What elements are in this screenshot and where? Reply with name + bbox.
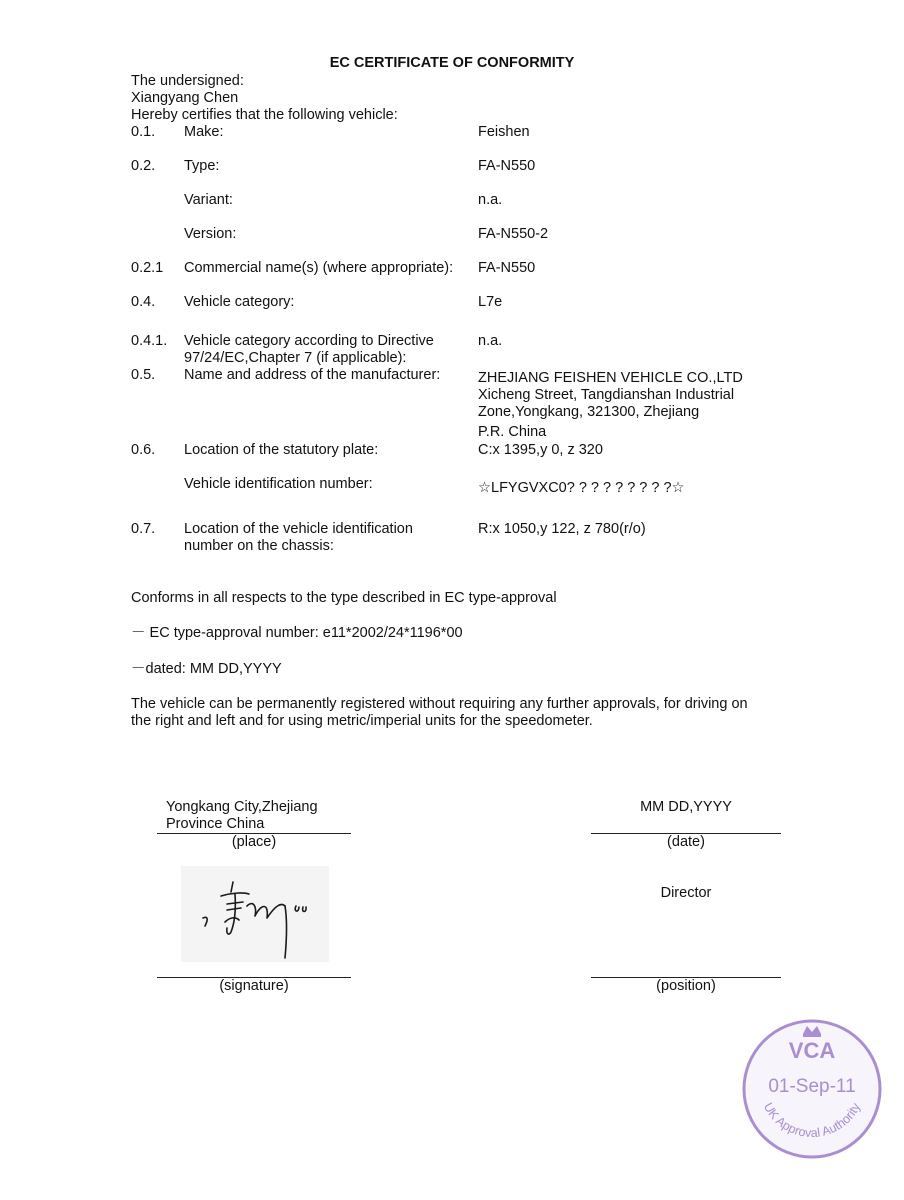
item-label-category-directive-line1: Vehicle category according to Directive xyxy=(184,333,434,349)
item-value-plate-location: C:x 1395,y 0, z 320 xyxy=(478,442,603,458)
item-value-variant: n.a. xyxy=(478,192,503,208)
registration-statement-line1: The vehicle can be permanently registered without requiring any further approvals, for driving on xyxy=(131,696,748,712)
item-value-commercial: FA-N550 xyxy=(478,260,536,276)
item-label-vin-location-line1: Location of the vehicle identification xyxy=(184,521,413,537)
item-label-category: Vehicle category: xyxy=(184,294,295,310)
intro-signatory-name: Xiangyang Chen xyxy=(131,90,239,106)
item-label-make: Make: xyxy=(184,124,224,140)
item-label-vin-location-line2: number on the chassis: xyxy=(184,538,334,554)
item-number-type: 0.2. xyxy=(131,158,156,174)
type-approval-number: － EC type-approval number: e11*2002/24*1196*00 xyxy=(131,625,463,641)
manufacturer-address-line1: Xicheng Street, Tangdianshan Industrial xyxy=(478,387,735,403)
position-value: Director xyxy=(660,885,712,901)
item-value-category-directive: n.a. xyxy=(478,333,503,349)
manufacturer-address-line2: Zone,Yongkang, 321300, Zhejiang xyxy=(478,404,700,420)
item-value-vin-location: R:x 1050,y 122, z 780(r/o) xyxy=(478,521,646,537)
item-number-manufacturer: 0.5. xyxy=(131,367,156,383)
stamp-authority: UK Approval Authority xyxy=(760,1100,864,1141)
date-value: MM DD,YYYY xyxy=(640,799,732,815)
item-number-make: 0.1. xyxy=(131,124,156,140)
item-value-make: Feishen xyxy=(478,124,530,140)
item-number-category-directive: 0.4.1. xyxy=(131,333,168,349)
item-value-version: FA-N550-2 xyxy=(478,226,549,242)
intro-undersigned: The undersigned: xyxy=(131,73,244,89)
position-caption: (position) xyxy=(656,978,716,994)
item-label-commercial: Commercial name(s) (where appropriate): xyxy=(184,260,454,276)
item-label-version: Version: xyxy=(184,226,237,242)
item-label-vin: Vehicle identification number: xyxy=(184,476,373,492)
item-label-plate-location: Location of the statutory plate: xyxy=(184,442,379,458)
place-line1: Yongkang City,Zhejiang xyxy=(166,799,318,815)
approval-stamp xyxy=(741,1018,883,1160)
conformity-statement: Conforms in all respects to the type described in EC type-approval xyxy=(131,590,557,606)
registration-statement-line2: the right and left and for using metric/imperial units for the speedometer. xyxy=(131,713,593,729)
date-caption: (date) xyxy=(667,834,705,850)
item-value-type: FA-N550 xyxy=(478,158,536,174)
stamp-logo: VCA xyxy=(788,1038,836,1063)
place-line2: Province China xyxy=(166,816,265,832)
manufacturer-name: ZHEJIANG FEISHEN VEHICLE CO.,LTD xyxy=(478,370,743,386)
intro-certifies: Hereby certifies that the following vehicle: xyxy=(131,107,398,123)
item-label-type: Type: xyxy=(184,158,220,174)
approval-date: －dated: MM DD,YYYY xyxy=(131,661,282,677)
certificate-title: EC CERTIFICATE OF CONFORMITY xyxy=(329,55,575,71)
item-number-plate-location: 0.6. xyxy=(131,442,156,458)
manufacturer-address-line3: P.R. China xyxy=(478,424,547,440)
stamp-date: 01-Sep-11 xyxy=(768,1076,856,1097)
item-value-vin: ☆LFYGVXC0? ? ? ? ? ? ? ? ?☆ xyxy=(478,480,685,496)
item-label-category-directive-line2: 97/24/EC,Chapter 7 (if applicable): xyxy=(184,350,407,366)
item-label-variant: Variant: xyxy=(184,192,233,208)
item-value-category: L7e xyxy=(478,294,503,310)
item-label-manufacturer: Name and address of the manufacturer: xyxy=(184,367,441,383)
item-number-commercial: 0.2.1 xyxy=(131,260,164,276)
handwritten-signature xyxy=(181,866,329,962)
item-number-category: 0.4. xyxy=(131,294,156,310)
item-number-vin-location: 0.7. xyxy=(131,521,156,537)
signature-caption: (signature) xyxy=(219,978,289,994)
place-caption: (place) xyxy=(231,834,277,850)
